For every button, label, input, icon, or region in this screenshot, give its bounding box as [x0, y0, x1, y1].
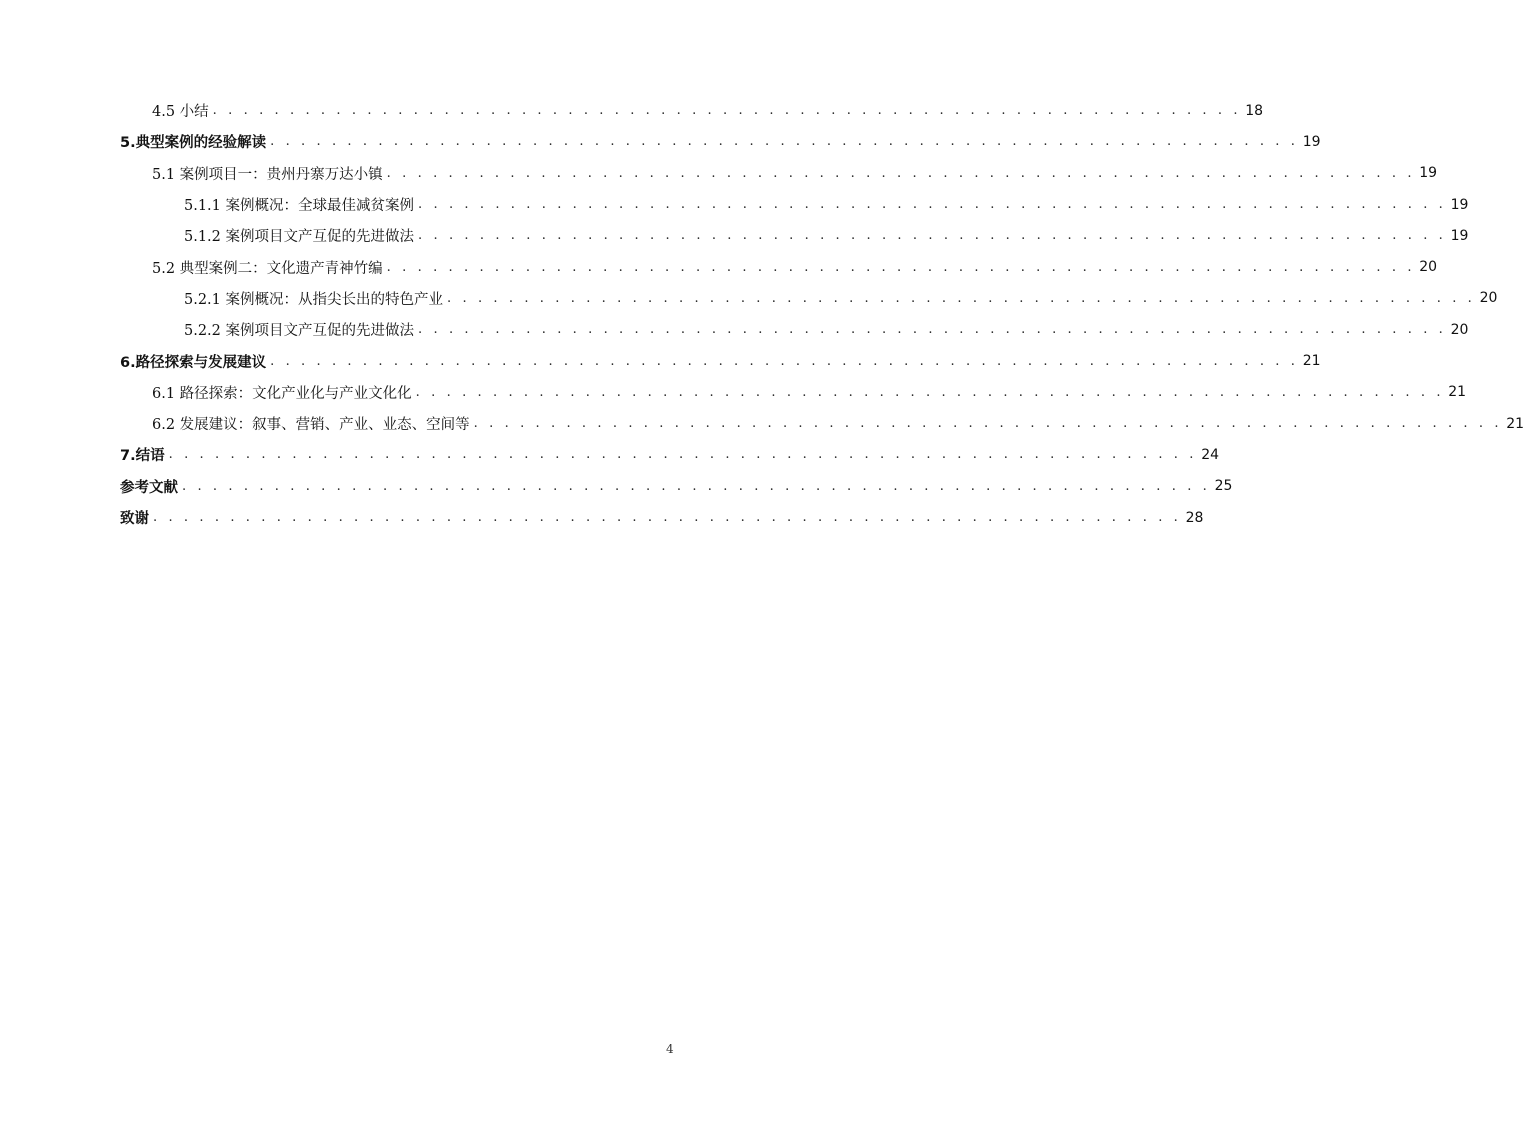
- toc-entry-page: 20: [1479, 290, 1498, 307]
- toc-entry-page: 21: [1506, 415, 1524, 432]
- dot-leader: . . . . . . . . . . . . . . . . . . . . . . . . . . . . . . . . . . . . . . . . . . . . . . . . . . . . . . . . . . . . . . . . . . .: [418, 197, 1447, 213]
- toc-entry-title: 5.1 案例项目一：贵州丹寨万达小镇: [152, 166, 383, 183]
- dot-leader: . . . . . . . . . . . . . . . . . . . . . . . . . . . . . . . . . . . . . . . . . . . . . . . . . . . . . . . . . . . . . . . . . . .: [153, 510, 1182, 525]
- toc-entry[interactable]: [120, 189, 1469, 220]
- toc-entry-page: 19: [1450, 196, 1469, 213]
- toc-entry[interactable]: [120, 220, 1469, 251]
- toc-entry[interactable]: [120, 377, 1467, 408]
- toc-entry-title: 5.1.2 案例项目文产互促的先进做法: [184, 229, 415, 246]
- dot-leader: . . . . . . . . . . . . . . . . . . . . . . . . . . . . . . . . . . . . . . . . . . . . . . . . . . . . . . . . . . . . . . . . . . .: [270, 353, 1299, 369]
- toc-entry-title: 5.2.1 案例概况：从指尖长出的特色产业: [184, 291, 444, 308]
- dot-leader: . . . . . . . . . . . . . . . . . . . . . . . . . . . . . . . . . . . . . . . . . . . . . . . . . . . . . . . . . . . . . . . . . . .: [168, 447, 1198, 463]
- toc-entry[interactable]: [120, 283, 1498, 314]
- toc-entry[interactable]: [120, 408, 1524, 439]
- toc-entry-page: 20: [1419, 259, 1438, 276]
- table-of-contents: [120, 95, 1524, 533]
- toc-entry[interactable]: [120, 471, 1233, 502]
- toc-entry-title: 6.路径探索与发展建议: [120, 354, 267, 371]
- toc-entry-title: 7.结语: [120, 448, 165, 465]
- toc-entry-page: 21: [1448, 384, 1467, 401]
- dot-leader: . . . . . . . . . . . . . . . . . . . . . . . . . . . . . . . . . . . . . . . . . . . . . . . . . . . . . . . . . . . . . . . . . . .: [418, 322, 1447, 338]
- toc-entry-page: 28: [1185, 509, 1204, 526]
- dot-leader: . . . . . . . . . . . . . . . . . . . . . . . . . . . . . . . . . . . . . . . . . . . . . . . . . . . . . . . . . . . . . . . . . . .: [182, 478, 1211, 494]
- toc-entry-page: 18: [1245, 102, 1264, 119]
- dot-leader: . . . . . . . . . . . . . . . . . . . . . . . . . . . . . . . . . . . . . . . . . . . . . . . . . . . . . . . . . . . . . . . . . . .: [473, 416, 1503, 432]
- dot-leader: . . . . . . . . . . . . . . . . . . . . . . . . . . . . . . . . . . . . . . . . . . . . . . . . . . . . . . . . . . . . . . . . . . .: [447, 290, 1476, 306]
- toc-entry-title: 6.2 发展建议：叙事、营销、产业、业态、空间等: [152, 417, 470, 434]
- toc-entry-page: 24: [1201, 446, 1220, 463]
- dot-leader: . . . . . . . . . . . . . . . . . . . . . . . . . . . . . . . . . . . . . . . . . . . . . . . . . . . . . . . . . . . . . . . . . . .: [418, 228, 1447, 244]
- toc-entry-page: 20: [1450, 321, 1469, 338]
- toc-entry[interactable]: [120, 126, 1321, 157]
- toc-entry[interactable]: [120, 158, 1438, 189]
- toc-entry-page: 19: [1419, 165, 1438, 182]
- dot-leader: . . . . . . . . . . . . . . . . . . . . . . . . . . . . . . . . . . . . . . . . . . . . . . . . . . . . . . . . . . . . . . . . . . .: [415, 384, 1445, 400]
- toc-entry[interactable]: [120, 314, 1469, 345]
- toc-entry-page: 21: [1302, 353, 1321, 370]
- toc-entry[interactable]: [120, 95, 1264, 126]
- toc-entry-title: 4.5 小结: [152, 104, 209, 121]
- toc-entry-page: 19: [1450, 227, 1469, 244]
- toc-entry[interactable]: [120, 251, 1438, 282]
- toc-entry[interactable]: [120, 502, 1204, 533]
- toc-entry-title: 5.1.1 案例概况：全球最佳减贫案例: [184, 198, 415, 215]
- dot-leader: . . . . . . . . . . . . . . . . . . . . . . . . . . . . . . . . . . . . . . . . . . . . . . . . . . . . . . . . . . . . . . . . . . .: [386, 259, 1416, 275]
- dot-leader: . . . . . . . . . . . . . . . . . . . . . . . . . . . . . . . . . . . . . . . . . . . . . . . . . . . . . . . . . . . . . . . . . . .: [270, 134, 1299, 150]
- toc-entry-title: 6.1 路径探索：文化产业化与产业文化化: [152, 385, 412, 402]
- toc-entry-page: 19: [1302, 133, 1321, 150]
- page-number: 4: [666, 1042, 674, 1056]
- toc-entry-title: 5.2 典型案例二：文化遗产青神竹编: [152, 260, 383, 277]
- toc-entry-title: 5.典型案例的经验解读: [120, 135, 267, 152]
- toc-entry-title: 致谢: [120, 511, 149, 527]
- toc-entry[interactable]: [120, 345, 1321, 376]
- toc-entry-title: 5.2.2 案例项目文产互促的先进做法: [184, 323, 415, 340]
- toc-entry-title: 参考文献: [120, 479, 178, 496]
- toc-entry-page: 25: [1214, 478, 1233, 495]
- toc-entry[interactable]: [120, 439, 1220, 470]
- dot-leader: . . . . . . . . . . . . . . . . . . . . . . . . . . . . . . . . . . . . . . . . . . . . . . . . . . . . . . . . . . . . . . . . . . .: [212, 103, 1242, 119]
- dot-leader: . . . . . . . . . . . . . . . . . . . . . . . . . . . . . . . . . . . . . . . . . . . . . . . . . . . . . . . . . . . . . . . . . . .: [386, 165, 1416, 181]
